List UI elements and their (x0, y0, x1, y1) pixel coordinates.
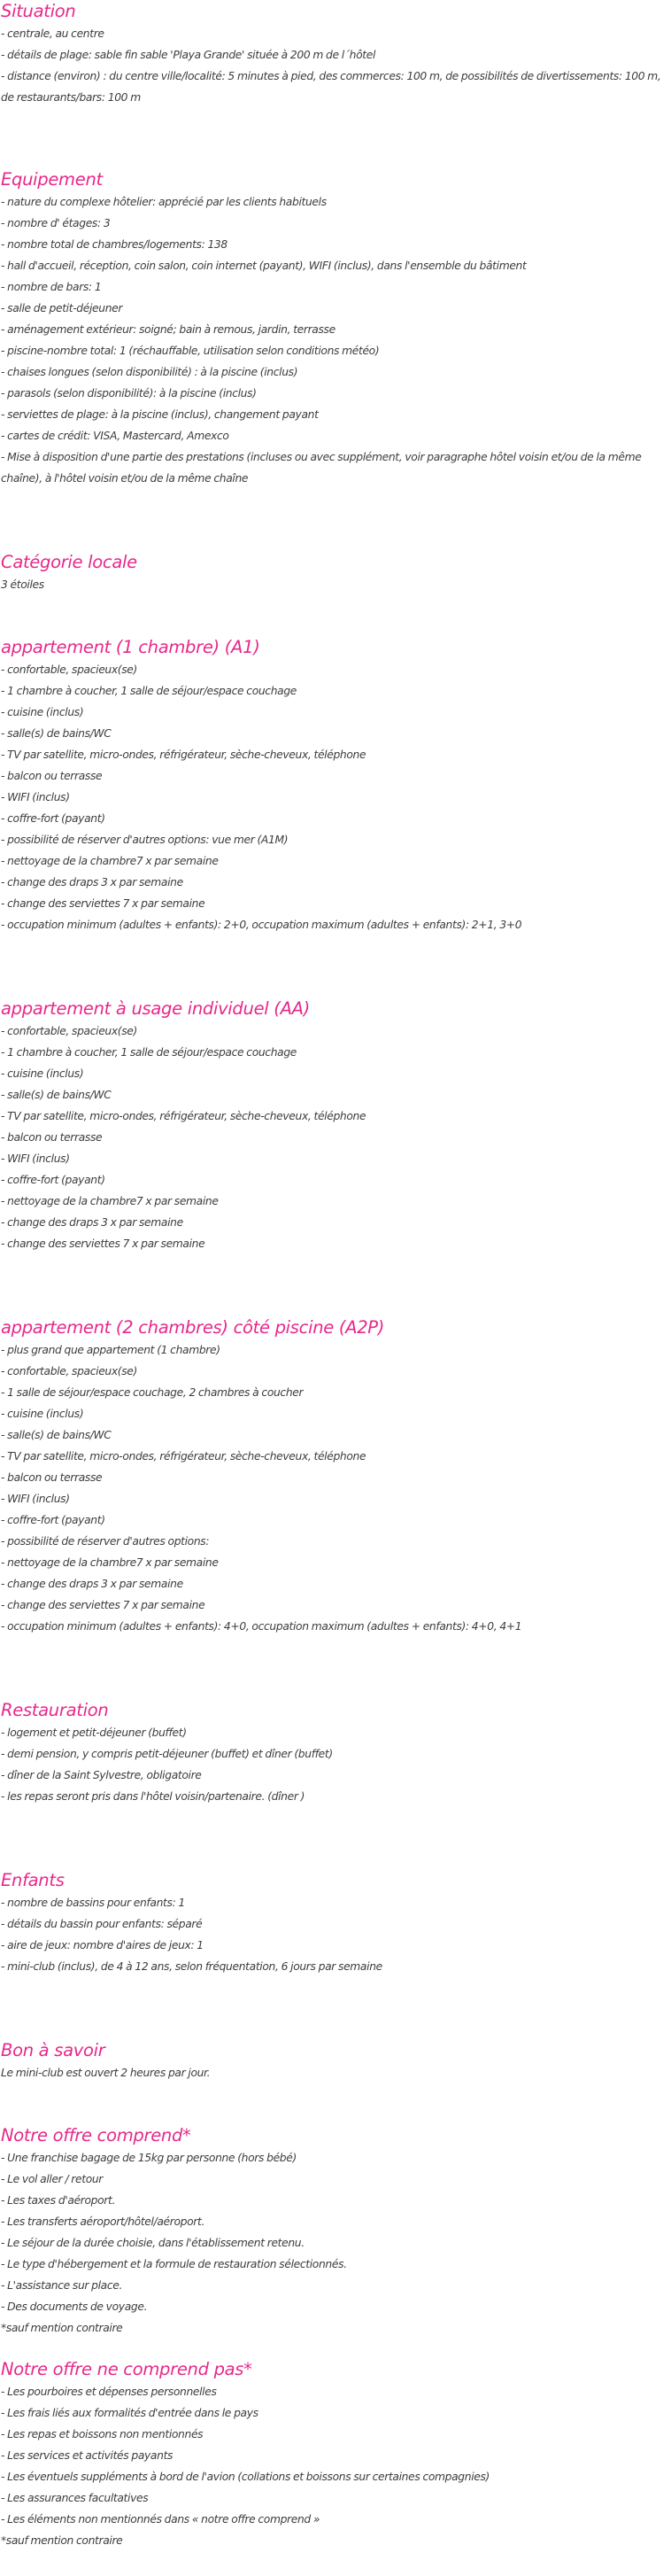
section-equipement (1, 168, 667, 489)
section-line: - Les taxes d'aéroport. (1, 2194, 116, 2207)
section-line: - détails du bassin pour enfants: séparé (1, 1918, 203, 1930)
section-line: - 1 chambre à coucher, 1 salle de séjour/espace couchage (1, 685, 297, 697)
section-line: - nettoyage de la chambre7 x par semaine (1, 1195, 219, 1207)
section-line: - coffre-fort (payant) (1, 812, 105, 825)
section-line: - plus grand que appartement (1 chambre) (1, 1344, 220, 1356)
section-lines (1, 2381, 667, 2551)
section-line: - nature du complexe hôtelier: apprécié par les clients habituels (1, 196, 327, 208)
section-line: - salle de petit-déjeuner (1, 302, 123, 314)
section-lines (1, 1020, 667, 1254)
section-line: - demi pension, y compris petit-déjeuner (buffet) et dîner (buffet) (1, 1748, 333, 1760)
section-lines (1, 574, 667, 595)
section-line: - balcon ou terrasse (1, 1471, 103, 1484)
section-lines (1, 1892, 667, 1977)
section-line: - distance (environ) : du centre ville/localité: 5 minutes à pied, des commerces: 100 m, de possibilités de divertissements: 100 m, de restaurants/bars: 100 m (1, 70, 661, 104)
section-line: - change des draps 3 x par semaine (1, 1216, 183, 1229)
section-line: Le mini-club est ouvert 2 heures par jour. (1, 2067, 211, 2079)
section-line: - 1 chambre à coucher, 1 salle de séjour/espace couchage (1, 1046, 297, 1059)
section-line: - 1 salle de séjour/espace couchage, 2 chambres à coucher (1, 1386, 304, 1399)
section-title: Restauration (1, 1700, 109, 1720)
section-line: - confortable, spacieux(se) (1, 1025, 137, 1037)
section-line: - nombre total de chambres/logements: 138 (1, 238, 228, 251)
section-line: *sauf mention contraire (1, 2534, 123, 2547)
section-line: - parasols (selon disponibilité): à la piscine (inclus) (1, 387, 257, 400)
section-restauration (1, 1699, 667, 1807)
section-line: - WIFI (inclus) (1, 1152, 70, 1165)
section-line: - nombre de bassins pour enfants: 1 (1, 1897, 185, 1909)
section-line: - centrale, au centre (1, 27, 104, 40)
section-line: - possibilité de réserver d'autres options: vue mer (A1M) (1, 834, 289, 846)
section-line: - Les services et activités payants (1, 2449, 174, 2462)
section-line: - Les assurances facultatives (1, 2492, 149, 2504)
section-line: - salle(s) de bains/WC (1, 1089, 112, 1101)
section-line: - hall d'accueil, réception, coin salon, coin internet (payant), WIFI (inclus), dans l'ensemble du bâtiment (1, 260, 527, 272)
section-line: - Les repas et boissons non mentionnés (1, 2428, 204, 2440)
section-line: - Une franchise bagage de 15kg par personne (hors bébé) (1, 2152, 297, 2164)
section-lines (1, 2062, 667, 2083)
section-line: - Mise à disposition d'une partie des prestations (incluses ou avec supplément, voir paragraphe hôtel voisin et/ou de la même chaîne), à l'hôtel voisin et/ou de la même chaîne (1, 451, 642, 485)
section-line: - change des draps 3 x par semaine (1, 876, 183, 888)
section-title: appartement à usage individuel (AA) (1, 998, 310, 1019)
section-line: - mini-club (inclus), de 4 à 12 ans, selon fréquentation, 6 jours par semaine (1, 1960, 382, 1973)
section-line: - aire de jeux: nombre d'aires de jeux: 1 (1, 1939, 204, 1951)
section-line: - Les transferts aéroport/hôtel/aéroport. (1, 2215, 205, 2228)
section-line: - change des serviettes 7 x par semaine (1, 897, 205, 910)
section-line: *sauf mention contraire (1, 2322, 123, 2334)
section-line: - TV par satellite, micro-ondes, réfrigérateur, sèche-cheveux, téléphone (1, 1450, 366, 1463)
section-line: - L'assistance sur place. (1, 2279, 123, 2292)
section-line: - aménagement extérieur: soigné; bain à remous, jardin, terrasse (1, 323, 336, 336)
section-title: Bon à savoir (1, 2040, 105, 2060)
section-line: - occupation minimum (adultes + enfants): 2+0, occupation maximum (adultes + enfants): 2+1, 3+0 (1, 919, 522, 931)
section-line: - balcon ou terrasse (1, 770, 103, 782)
section-line: - cuisine (inclus) (1, 706, 84, 718)
section-a2p (1, 1316, 667, 1637)
section-line: 3 étoiles (1, 578, 44, 591)
section-line: - confortable, spacieux(se) (1, 663, 137, 676)
section-line: - nombre d' étages: 3 (1, 217, 111, 229)
section-line: - change des draps 3 x par semaine (1, 1578, 183, 1590)
section-line: - balcon ou terrasse (1, 1131, 103, 1144)
section-line: - salle(s) de bains/WC (1, 727, 112, 740)
section-line: - change des serviettes 7 x par semaine (1, 1599, 205, 1611)
section-a1 (1, 636, 667, 935)
section-line: - salle(s) de bains/WC (1, 1429, 112, 1441)
section-line: - chaises longues (selon disponibilité) : à la piscine (inclus) (1, 366, 298, 378)
section-line: - nombre de bars: 1 (1, 281, 102, 293)
section-line: - détails de plage: sable fin sable 'Playa Grande' située à 200 m de l´hôtel (1, 49, 376, 61)
section-categorie (1, 551, 667, 595)
section-line: - TV par satellite, micro-ondes, réfrigérateur, sèche-cheveux, téléphone (1, 1110, 366, 1122)
section-line: - coffre-fort (payant) (1, 1174, 105, 1186)
section-line: - Les éventuels suppléments à bord de l'avion (collations et boissons sur certaines compagnies) (1, 2471, 490, 2483)
section-title: Notre offre comprend* (1, 2125, 191, 2145)
section-necomprendpas (1, 2358, 667, 2551)
section-line: - WIFI (inclus) (1, 1493, 70, 1505)
section-lines (1, 191, 667, 489)
section-title: Notre offre ne comprend pas* (1, 2359, 252, 2379)
section-line: - Les pourboires et dépenses personnelles (1, 2386, 217, 2398)
section-line: - cuisine (inclus) (1, 1408, 84, 1420)
section-line: - Des documents de voyage. (1, 2301, 148, 2313)
section-line: - Le vol aller / retour (1, 2173, 104, 2185)
section-line: - confortable, spacieux(se) (1, 1365, 137, 1377)
section-lines (1, 2147, 667, 2339)
section-title: Equipement (1, 169, 103, 190)
section-line: - les repas seront pris dans l'hôtel voisin/partenaire. (dîner ) (1, 1790, 305, 1803)
section-line: - Le séjour de la durée choisie, dans l'établissement retenu. (1, 2237, 305, 2249)
section-title: appartement (2 chambres) côté piscine (A2P) (1, 1317, 385, 1338)
section-line: - coffre-fort (payant) (1, 1514, 105, 1526)
section-line: - cuisine (inclus) (1, 1067, 84, 1080)
section-line: - Le type d'hébergement et la formule de restauration sélectionnés. (1, 2258, 347, 2270)
section-line: - occupation minimum (adultes + enfants): 4+0, occupation maximum (adultes + enfants): 4+0, 4+1 (1, 1620, 522, 1633)
section-aa (1, 997, 667, 1254)
section-lines (1, 1722, 667, 1807)
section-line: - piscine-nombre total: 1 (réchauffable, utilisation selon conditions météo) (1, 345, 380, 357)
section-line: - serviettes de plage: à la piscine (inclus), changement payant (1, 408, 319, 421)
section-lines (1, 659, 667, 935)
section-line: - TV par satellite, micro-ondes, réfrigérateur, sèche-cheveux, téléphone (1, 749, 366, 761)
section-title: Situation (1, 1, 76, 21)
section-comprend (1, 2124, 667, 2339)
section-title: Catégorie locale (1, 552, 137, 572)
section-line: - logement et petit-déjeuner (buffet) (1, 1726, 187, 1739)
section-line: - Les frais liés aux formalités d'entrée dans le pays (1, 2407, 258, 2419)
section-line: - possibilité de réserver d'autres options: (1, 1535, 210, 1548)
section-lines (1, 1339, 667, 1637)
section-lines (1, 23, 667, 108)
section-line: - WIFI (inclus) (1, 791, 70, 803)
section-line: - nettoyage de la chambre7 x par semaine (1, 1556, 219, 1569)
section-line: - Les éléments non mentionnés dans « notre offre comprend » (1, 2513, 320, 2526)
section-line: - nettoyage de la chambre7 x par semaine (1, 855, 219, 867)
section-line: - cartes de crédit: VISA, Mastercard, Amexco (1, 430, 229, 442)
section-enfants (1, 1869, 667, 1977)
section-title: Enfants (1, 1870, 65, 1890)
section-line: - dîner de la Saint Sylvestre, obligatoire (1, 1769, 202, 1781)
section-title: appartement (1 chambre) (A1) (1, 637, 260, 657)
section-situation (1, 0, 667, 108)
section-bonasavoir (1, 2039, 667, 2083)
section-line: - change des serviettes 7 x par semaine (1, 1238, 205, 1250)
